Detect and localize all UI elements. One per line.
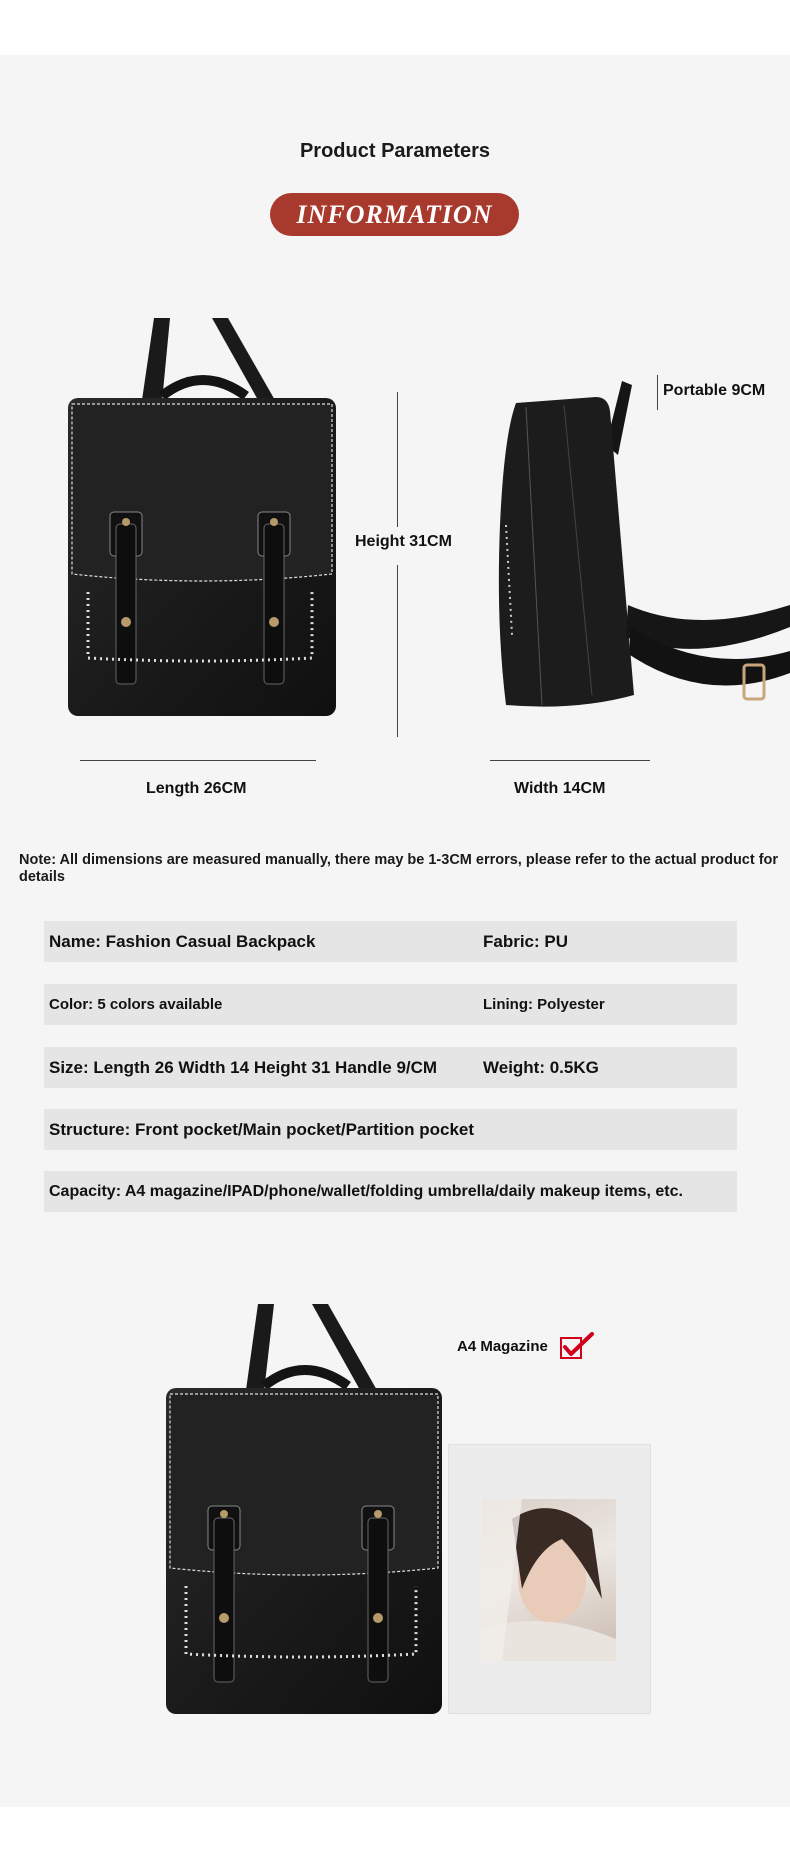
- spec-fabric: Fabric: PU: [483, 932, 569, 951]
- spec-lining: Lining: Polyester: [483, 996, 605, 1013]
- height-label: Height 31CM: [355, 533, 452, 550]
- backpack-capacity-image: [160, 1300, 446, 1718]
- spec-name: Name: Fashion Casual Backpack: [49, 932, 316, 951]
- spec-weight: Weight: 0.5KG: [483, 1058, 599, 1077]
- checkbox-checked-icon: [560, 1332, 594, 1360]
- spec-color: Color: 5 colors available: [49, 996, 223, 1013]
- a4-magazine-image: [448, 1444, 651, 1714]
- spec-row: [44, 984, 737, 1025]
- spec-row: [44, 1047, 737, 1088]
- width-line: [490, 760, 650, 761]
- height-line-top: [397, 392, 398, 527]
- spec-row: [44, 1109, 737, 1150]
- measurement-note: Note: All dimensions are measured manually, there may be 1-3CM errors, please refer to the actual product for details: [19, 852, 779, 885]
- portable-label: Portable 9CM: [663, 382, 766, 399]
- page-title: Product Parameters: [299, 140, 491, 162]
- spec-row: [44, 921, 737, 962]
- spec-capacity: Capacity: A4 magazine/IPAD/phone/wallet/folding umbrella/daily makeup items, etc.: [49, 1183, 683, 1200]
- portable-line: [657, 375, 658, 410]
- spec-row: [44, 1171, 737, 1212]
- spec-structure: Structure: Front pocket/Main pocket/Partition pocket: [49, 1120, 475, 1139]
- a4-magazine-label: A4 Magazine: [457, 1338, 548, 1355]
- height-line-bottom: [397, 565, 398, 737]
- information-badge: INFORMATION: [270, 193, 519, 236]
- spec-size: Size: Length 26 Width 14 Height 31 Handle 9/CM: [49, 1058, 438, 1077]
- length-label: Length 26CM: [146, 780, 247, 797]
- magazine-cover-photo: [482, 1499, 616, 1661]
- width-label: Width 14CM: [514, 780, 606, 797]
- backpack-side-image: [496, 375, 790, 715]
- length-line: [80, 760, 316, 761]
- backpack-front-image: [62, 312, 344, 720]
